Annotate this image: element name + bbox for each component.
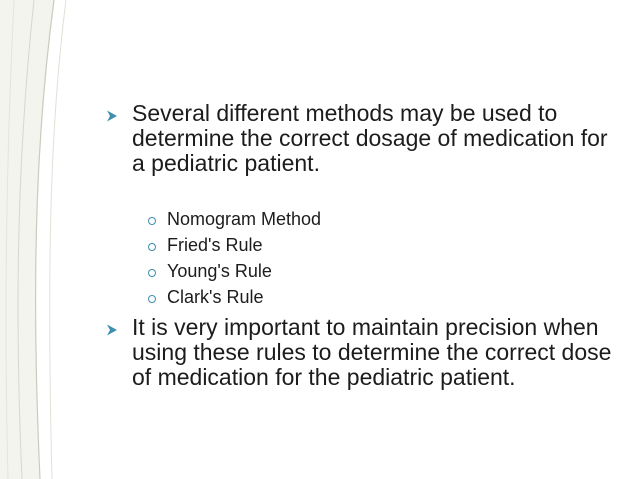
circle-bullet-icon bbox=[148, 243, 156, 251]
side-panel-curves-graphic bbox=[0, 0, 70, 479]
sub-list-item bbox=[148, 258, 613, 284]
bullet-text: Several different methods may be used to determine the correct dosage of medication for a pediatric patient. bbox=[132, 100, 608, 176]
bullet-item bbox=[108, 101, 613, 176]
sub-list-item bbox=[148, 206, 613, 232]
sub-item-text: Fried's Rule bbox=[167, 235, 263, 255]
arrowhead-bullet-icon bbox=[106, 324, 118, 336]
circle-bullet-icon bbox=[148, 217, 156, 225]
sub-bullet-list bbox=[108, 206, 613, 310]
sub-list-item bbox=[148, 284, 613, 310]
bullet-item bbox=[108, 315, 613, 390]
circle-bullet-icon bbox=[148, 269, 156, 277]
sub-list-item bbox=[148, 232, 613, 258]
sub-item-text: Nomogram Method bbox=[167, 209, 322, 229]
arrowhead-bullet-icon bbox=[106, 110, 118, 122]
sub-item-text: Clark's Rule bbox=[167, 287, 264, 307]
bullet-text: It is very important to maintain precision when using these rules to determine the correct dose of medication for the pediatric patient. bbox=[132, 314, 612, 390]
sub-item-text: Young's Rule bbox=[167, 261, 272, 281]
decorative-side-panel bbox=[0, 0, 70, 479]
slide-content bbox=[108, 101, 613, 390]
circle-bullet-icon bbox=[148, 295, 156, 303]
